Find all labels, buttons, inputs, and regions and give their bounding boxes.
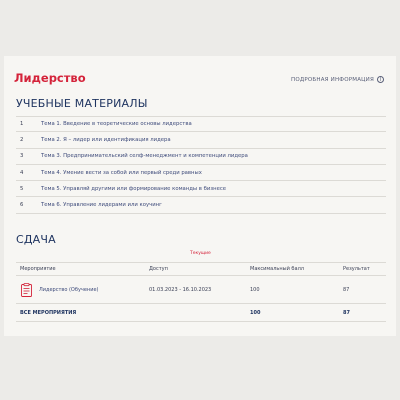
max-score-cell: 100 <box>250 286 260 293</box>
materials-title: УЧЕБНЫЕ МАТЕРИАЛЫ <box>16 97 148 110</box>
total-max-score: 100 <box>250 309 261 316</box>
table-row <box>16 276 386 304</box>
course-title: Лидерство <box>14 71 86 85</box>
submission-title: СДАЧА <box>16 233 56 246</box>
material-number: 5 <box>20 185 24 192</box>
access-cell: 01.03.2023 - 16.10.2023 <box>149 286 212 293</box>
course-info-link[interactable] <box>291 76 384 83</box>
submission-table <box>16 262 386 322</box>
info-link-label: ПОДРОБНАЯ ИНФОРМАЦИЯ <box>291 76 374 83</box>
result-cell: 87 <box>343 286 350 293</box>
tab-current[interactable]: Текущие <box>190 251 211 256</box>
document-icon <box>21 283 32 297</box>
material-number: 2 <box>20 136 24 143</box>
material-number: 3 <box>20 153 24 160</box>
materials-list <box>16 116 386 214</box>
material-item[interactable] <box>16 116 386 132</box>
event-link[interactable]: Лидерство (Обучение) <box>39 286 99 293</box>
info-icon: I <box>377 76 384 83</box>
material-link[interactable]: Тема 2. Я – лидер или идентификация лидера <box>41 136 171 143</box>
material-link[interactable]: Тема 3. Предпринимательский селф-менеджмент и компетенции лидера <box>41 153 248 160</box>
material-number: 6 <box>20 202 24 209</box>
total-result: 87 <box>343 309 350 316</box>
material-item[interactable] <box>16 149 386 165</box>
table-header <box>16 262 386 276</box>
material-link[interactable]: Тема 5. Управляй другими или формирование команды в бизнесе <box>41 185 227 192</box>
header-result: Результат <box>343 266 370 272</box>
table-total-row <box>16 304 386 322</box>
header-event: Мероприятие <box>20 266 56 272</box>
header-access: Доступ <box>149 266 168 272</box>
material-item[interactable] <box>16 165 386 181</box>
material-number: 1 <box>20 121 24 128</box>
material-item[interactable] <box>16 132 386 148</box>
material-item[interactable] <box>16 197 386 213</box>
total-label: ВСЕ МЕРОПРИЯТИЯ <box>20 309 77 316</box>
material-number: 4 <box>20 169 24 176</box>
material-item[interactable] <box>16 181 386 197</box>
header-max-score: Максимальный балл <box>250 266 304 272</box>
material-link[interactable]: Тема 1. Введение в теоретические основы лидерства <box>41 121 192 128</box>
material-link[interactable]: Тема 6. Управление лидерами или коучинг <box>41 202 162 209</box>
material-link[interactable]: Тема 4. Умение вести за собой или первый среди равных <box>41 169 202 176</box>
event-cell <box>16 283 149 297</box>
